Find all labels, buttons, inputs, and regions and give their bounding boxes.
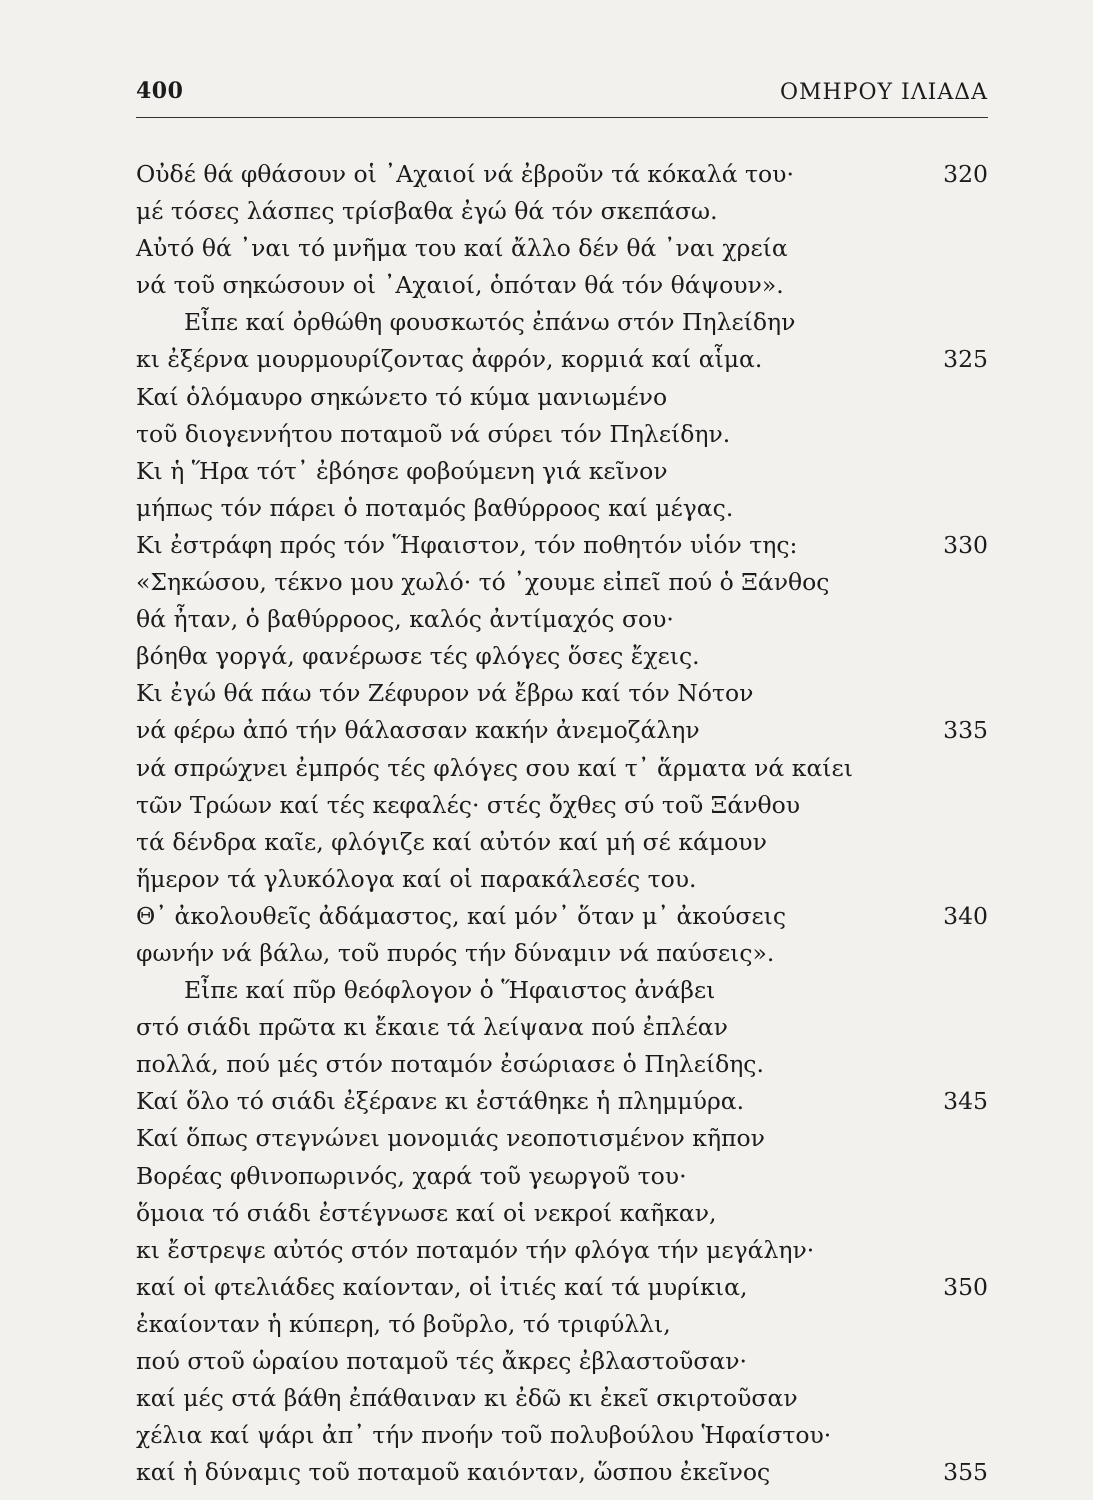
- verse-line: [136, 1417, 988, 1454]
- verse-text: βόηθα γοργά, φανέρωσε τές φλόγες ὅσες ἔχεις.: [136, 642, 700, 671]
- page-number: 400: [136, 78, 184, 104]
- verse-line: [136, 1046, 988, 1083]
- verse-text: Αὐτό θά ᾽ναι τό μνῆμα του καί ἄλλο δέν θά ᾽ναι χρεία: [136, 234, 788, 263]
- verse-text: «Σηκώσου, τέκνο μου χωλό· τό ᾽χουμε εἰπεῖ πού ὁ Ξάνθος: [136, 568, 830, 597]
- verse-text: τῶν Τρώων καί τές κεφαλές· στές ὄχθες σύ τοῦ Ξάνθου: [136, 790, 801, 819]
- verse-line: [136, 1120, 988, 1157]
- verse-text: μήπως τόν πάρει ὁ ποταμός βαθύρροος καί μέγας.: [136, 493, 734, 522]
- verse-line: [136, 1343, 988, 1380]
- verse-text: Οὐδέ θά φθάσουν οἱ ᾽Αχαιοί νά ἐβροῦν τά κόκαλά του·: [136, 160, 794, 188]
- verse-line: [136, 972, 988, 1009]
- verse-line: [136, 416, 988, 453]
- verse-text: καί μές στά βάθη ἐπάθαιναν κι ἐδῶ κι ἐκεῖ σκιρτοῦσαν: [136, 1384, 798, 1413]
- line-number: 345: [943, 1087, 988, 1116]
- verse-line: [136, 267, 988, 304]
- verse-line: [136, 898, 988, 935]
- verse-line: [136, 787, 988, 824]
- verse-line: [136, 1195, 988, 1232]
- verse-text: τά δένδρα καῖε, φλόγιζε καί αὐτόν καί μή σέ κάμουν: [136, 827, 767, 856]
- verse-text: πολλά, πού μές στόν ποταμόν ἐσώριασε ὁ Πηλείδης.: [136, 1050, 764, 1079]
- verse-line: [136, 379, 988, 416]
- verse-text: καί ἡ δύναμις τοῦ ποταμοῦ καιόνταν, ὥσπου ἐκεῖνος: [136, 1458, 771, 1487]
- verse-text: Κι ἐγώ θά πάω τόν Ζέφυρον νά ἔβρω καί τόν Νότον: [136, 679, 754, 708]
- verse-text: πού στοῦ ὡραίου ποταμοῦ τές ἄκρες ἐβλαστοῦσαν·: [136, 1347, 747, 1375]
- verse-line: [136, 490, 988, 527]
- line-number: 330: [943, 530, 988, 559]
- verse-text: Κι ἐστράφη πρός τόν Ἥφαιστον, τόν ποθητόν υἱόν της:: [136, 530, 798, 559]
- verse-text: Καί ὁλόμαυρο σηκώνετο τό κύμα μανιωμένο: [136, 382, 668, 411]
- verse-text: θά ἦταν, ὁ βαθύρροος, καλός ἀντίμαχός σου·: [136, 605, 674, 634]
- verse-line: [136, 527, 988, 564]
- verse-block: [136, 156, 988, 1491]
- verse-text: τοῦ διογεννήτου ποταμοῦ νά σύρει τόν Πηλείδην.: [136, 419, 731, 448]
- verse-line: [136, 750, 988, 787]
- verse-line: [136, 1158, 988, 1195]
- verse-text: ἥμερον τά γλυκόλογα καί οἱ παρακάλεσές του.: [136, 864, 697, 893]
- running-title: ΟΜΗΡΟΥ ΙΛΙΑΔΑ: [779, 80, 988, 105]
- verse-text: ὅμοια τό σιάδι ἐστέγνωσε καί οἱ νεκροί καῆκαν,: [136, 1198, 717, 1227]
- line-number: 325: [943, 345, 988, 374]
- verse-line: [136, 1454, 988, 1491]
- verse-text: νά σπρώχνει ἐμπρός τές φλόγες σου καί τ᾽ ἅρματα νά καίει: [136, 753, 853, 782]
- verse-text: Εἶπε καί πῦρ θεόφλογον ὁ Ἥφαιστος ἀνάβει: [184, 976, 716, 1005]
- verse-text: Κι ἡ Ἥρα τότ᾽ ἐβόησε φοβούμενη γιά κεῖνον: [136, 456, 668, 485]
- verse-text: κι ἐξέρνα μουρμουρίζοντας ἀφρόν, κορμιά καί αἷμα.: [136, 345, 763, 374]
- verse-text: φωνήν νά βάλω, τοῦ πυρός τήν δύναμιν νά παύσεις».: [136, 938, 775, 967]
- verse-text: μέ τόσες λάσπες τρίσβαθα ἐγώ θά τόν σκεπάσω.: [136, 197, 718, 226]
- verse-text: ἐκαίονταν ἡ κύπερη, τό βοῦρλο, τό τριφύλλι,: [136, 1309, 671, 1338]
- verse-text: κι ἔστρεψε αὐτός στόν ποταμόν τήν φλόγα τήν μεγάλην·: [136, 1235, 815, 1264]
- verse-text: καί οἱ φτελιάδες καίονταν, οἱ ἰτιές καί τά μυρίκια,: [136, 1272, 748, 1301]
- verse-line: [136, 230, 988, 267]
- header-divider: [136, 117, 988, 118]
- verse-text: Βορέας φθινοπωρινός, χαρά τοῦ γεωργοῦ του·: [136, 1161, 687, 1190]
- verse-text: στό σιάδι πρῶτα κι ἔκαιε τά λείψανα πού ἐπλέαν: [136, 1013, 728, 1042]
- verse-line: [136, 638, 988, 675]
- verse-text: χέλια καί ψάρι ἀπ᾽ τήν πνοήν τοῦ πολυβούλου Ἡφαίστου·: [136, 1421, 832, 1450]
- line-number: 320: [943, 160, 988, 188]
- verse-line: [136, 1306, 988, 1343]
- verse-text: Θ᾽ ἀκολουθεῖς ἀδάμαστος, καί μόν᾽ ὅταν μ᾽ ἀκούσεις: [136, 901, 787, 930]
- verse-line: [136, 712, 988, 749]
- verse-line: [136, 1269, 988, 1306]
- verse-text: Εἶπε καί ὀρθώθη φουσκωτός ἐπάνω στόν Πηλείδην: [184, 308, 796, 337]
- page-header: [136, 78, 988, 118]
- verse-line: [136, 675, 988, 712]
- verse-text: νά τοῦ σηκώσουν οἱ ᾽Αχαιοί, ὁπόταν θά τόν θάψουν».: [136, 271, 784, 300]
- verse-line: [136, 935, 988, 972]
- verse-line: [136, 1380, 988, 1417]
- verse-line: [136, 341, 988, 378]
- verse-line: [136, 1232, 988, 1269]
- verse-text: Καί ὅλο τό σιάδι ἐξέρανε κι ἐστάθηκε ἡ πλημμύρα.: [136, 1087, 745, 1116]
- verse-line: [136, 564, 988, 601]
- line-number: 355: [943, 1458, 988, 1487]
- verse-line: [136, 1009, 988, 1046]
- line-number: 340: [943, 901, 988, 930]
- line-number: 350: [943, 1272, 988, 1301]
- verse-line: [136, 193, 988, 230]
- verse-line: [136, 861, 988, 898]
- verse-line: [136, 1083, 988, 1120]
- verse-text: νά φέρω ἀπό τήν θάλασσαν κακήν ἀνεμοζάλην: [136, 716, 700, 745]
- verse-text: Καί ὅπως στεγνώνει μονομιάς νεοποτισμένον κῆπον: [136, 1124, 765, 1153]
- verse-line: [136, 156, 988, 193]
- line-number: 335: [943, 716, 988, 745]
- verse-line: [136, 601, 988, 638]
- verse-line: [136, 453, 988, 490]
- verse-line: [136, 824, 988, 861]
- verse-line: [136, 304, 988, 341]
